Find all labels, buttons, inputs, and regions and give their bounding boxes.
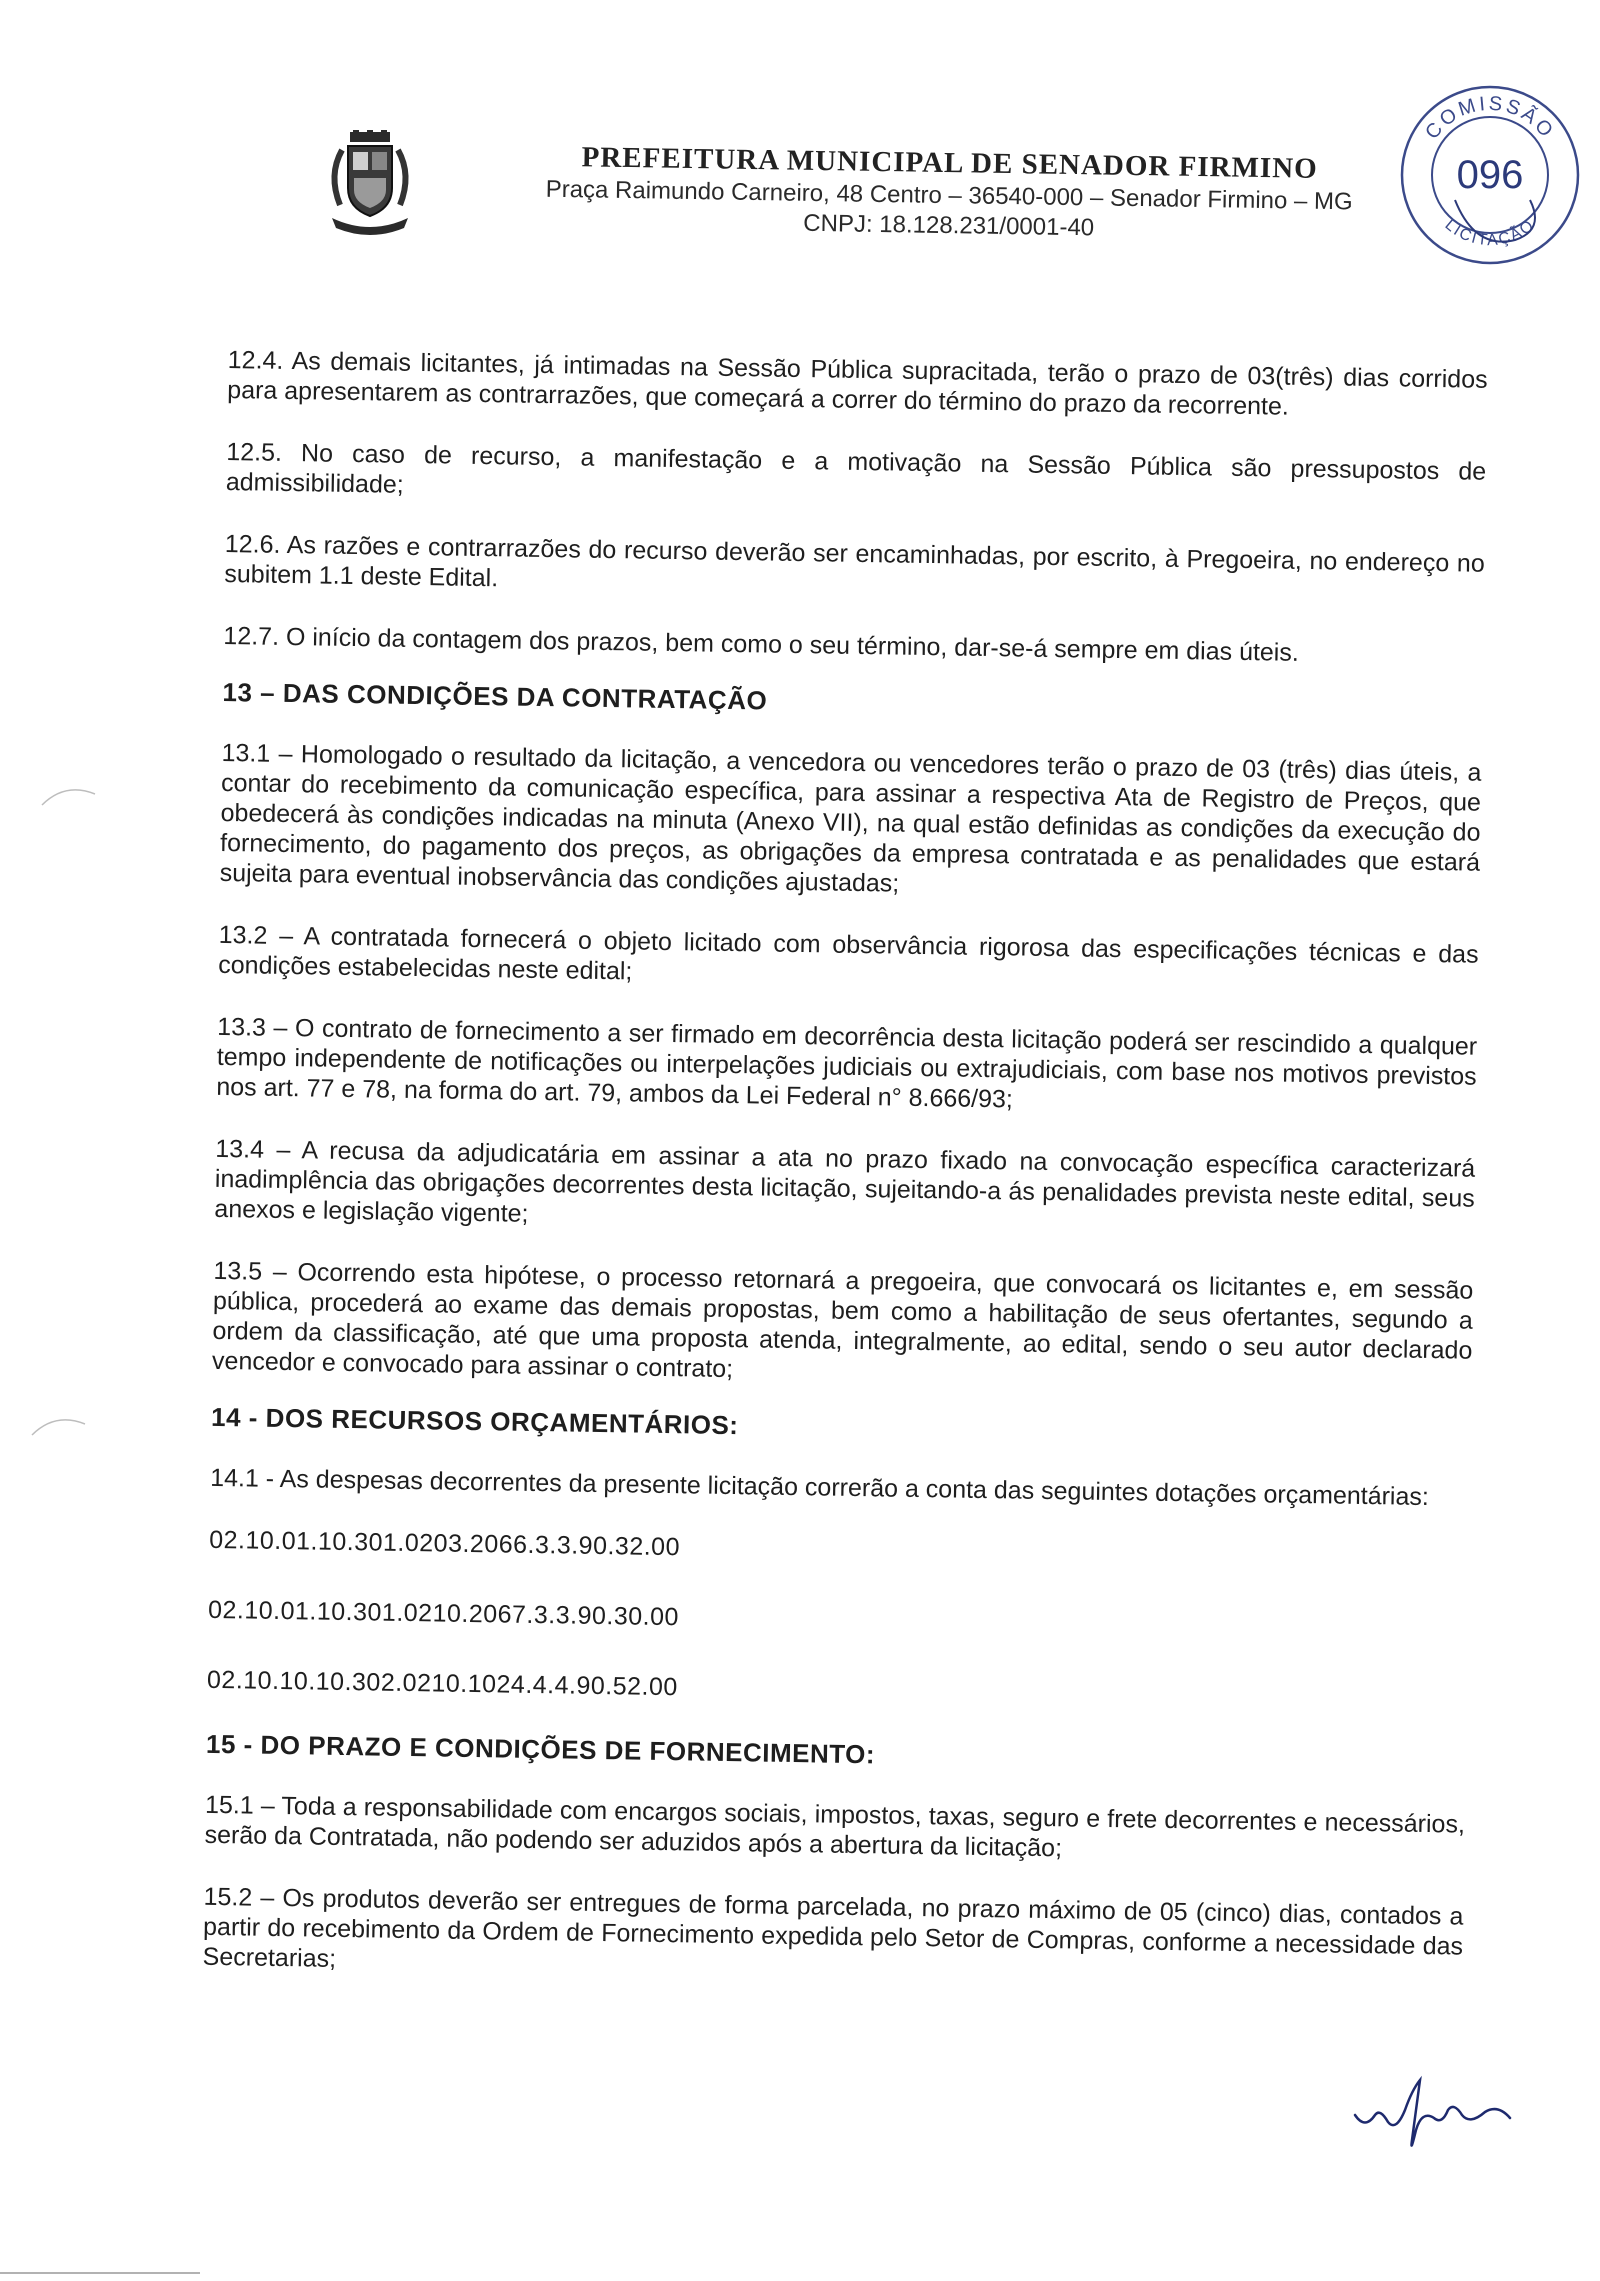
budget-code: 02.10.01.10.301.0210.2067.3.3.90.30.00 bbox=[207, 1595, 680, 1632]
clause-13-4: 13.4 – A recusa da adjudicatária em assinar a ata no prazo fixado na convocação específica caracterizará inadimplência das obrigações decorrentes desta licitação, sujeitando-a ás penalidades prevista neste edital, seus anexos e legislação vigente; bbox=[214, 1134, 1476, 1228]
organization-address: Praça Raimundo Carneiro, 48 Centro – 36540-000 – Senador Firmino – MG bbox=[545, 175, 1353, 216]
handwritten-initials-icon bbox=[1350, 2070, 1520, 2160]
section-heading-14: 14 - DOS RECURSOS ORÇAMENTÁRIOS: bbox=[210, 1401, 739, 1441]
scan-edge-line bbox=[0, 2268, 200, 2278]
clause-15-2: 15.2 – Os produtos deverão ser entregues de forma parcelada, no prazo máximo de 05 (cinco) dias, contados a partir do recebimento da Ordem de Fornecimento expedida pelo Setor de Compras, conforme a necessidade das Secretarias; bbox=[202, 1882, 1464, 1973]
clause-14-1: 14.1 - As despesas decorrentes da presente licitação correrão a conta das seguintes dotações orçamentárias: bbox=[209, 1463, 1430, 1512]
clause-12-6: 12.6. As razões e contrarrazões do recurso deverão ser encaminhadas, por escrito, à Pregoeira, no endereço no subitem 1.1 deste Edital. bbox=[224, 529, 1485, 593]
document-body bbox=[202, 345, 1488, 2024]
clause-12-7: 12.7. O início da contagem dos prazos, bem como o seu término, dar-se-á sempre em dias úteis. bbox=[223, 621, 1300, 667]
document-header bbox=[499, 140, 1400, 247]
svg-text:LICITAÇÃO bbox=[1442, 216, 1539, 249]
budget-code: 02.10.10.10.302.0210.1024.4.4.90.52.00 bbox=[206, 1665, 679, 1702]
organization-name: PREFEITURA MUNICIPAL DE SENADOR FIRMINO bbox=[581, 141, 1318, 185]
section-heading-13: 13 – DAS CONDIÇÕES DA CONTRATAÇÃO bbox=[222, 676, 768, 716]
clause-12-4: 12.4. As demais licitantes, já intimadas na Sessão Pública supracitada, terão o prazo de 03(três) dias corridos para apresentarem as contrarrazões, que começará a correr do término do prazo da recorrente. bbox=[227, 345, 1488, 421]
clause-12-5: 12.5. No caso de recurso, a manifestação e a motivação na Sessão Pública são pressupostos de admissibilidade; bbox=[225, 437, 1487, 499]
scan-margin-mark bbox=[40, 780, 100, 810]
clause-13-2: 13.2 – A contratada fornecerá o objeto licitado com observância rigorosa das especificações técnicas e das condições estabelecidas neste edital; bbox=[218, 920, 1479, 986]
clause-13-3: 13.3 – O contrato de fornecimento a ser firmado em decorrência desta licitação poderá ser rescindido a qualquer tempo independente de notificações ou interpelações judiciais ou extrajudiciais, com base nos motivos previstos nos art. 77 e 78, na forma do art. 79, ambos da Lei Federal n° 8.666/93; bbox=[216, 1012, 1478, 1114]
organization-cnpj: CNPJ: 18.128.231/0001-40 bbox=[803, 209, 1095, 242]
municipal-coat-of-arms-icon bbox=[320, 130, 420, 240]
clause-13-5: 13.5 – Ocorrendo esta hipótese, o processo retornará a pregoeira, que convocará os licitantes e, em sessão pública, procederá ao exame das demais propostas, bem como a habilitação de seus ofertantes, segundo a ordem da classificação, até que uma proposta atenda, integralmente, ao edital, sendo o seu autor declarado vencedor e convocado para assinar o contrato; bbox=[211, 1256, 1474, 1384]
clause-15-1: 15.1 – Toda a responsabilidade com encargos sociais, impostos, taxas, seguro e frete decorrentes e necessários, serão da Contratada, não podendo ser aduzidos após a abertura da licitação; bbox=[204, 1790, 1466, 1863]
clause-13-1: 13.1 – Homologado o resultado da licitação, a vencedora ou vencedores terão o prazo de 03 (três) dias úteis, a contar do recebimento da comunicação específica, para assinar a respectiva Ata de Registro de Preços, que obedecerá às condições indicadas na minuta (Anexo VII), na qual estão definidas as condições da execução do fornecimento, do pagamento dos preços, as obrigações da empresa contratada e as penalidades que estará sujeita para eventual inobservância das condições ajustadas; bbox=[219, 738, 1482, 898]
section-heading-15: 15 - DO PRAZO E CONDIÇÕES DE FORNECIMENTO: bbox=[205, 1728, 876, 1770]
commission-stamp bbox=[1395, 80, 1585, 270]
stamp-bottom-text: LICITAÇÃO bbox=[1441, 216, 1539, 250]
stamp-page-number: 096 bbox=[1456, 153, 1524, 197]
scan-margin-mark bbox=[30, 1410, 90, 1440]
budget-code: 02.10.01.10.301.0203.2066.3.3.90.32.00 bbox=[209, 1525, 681, 1562]
stamp-top-text: COMISSÃO bbox=[1421, 92, 1559, 144]
